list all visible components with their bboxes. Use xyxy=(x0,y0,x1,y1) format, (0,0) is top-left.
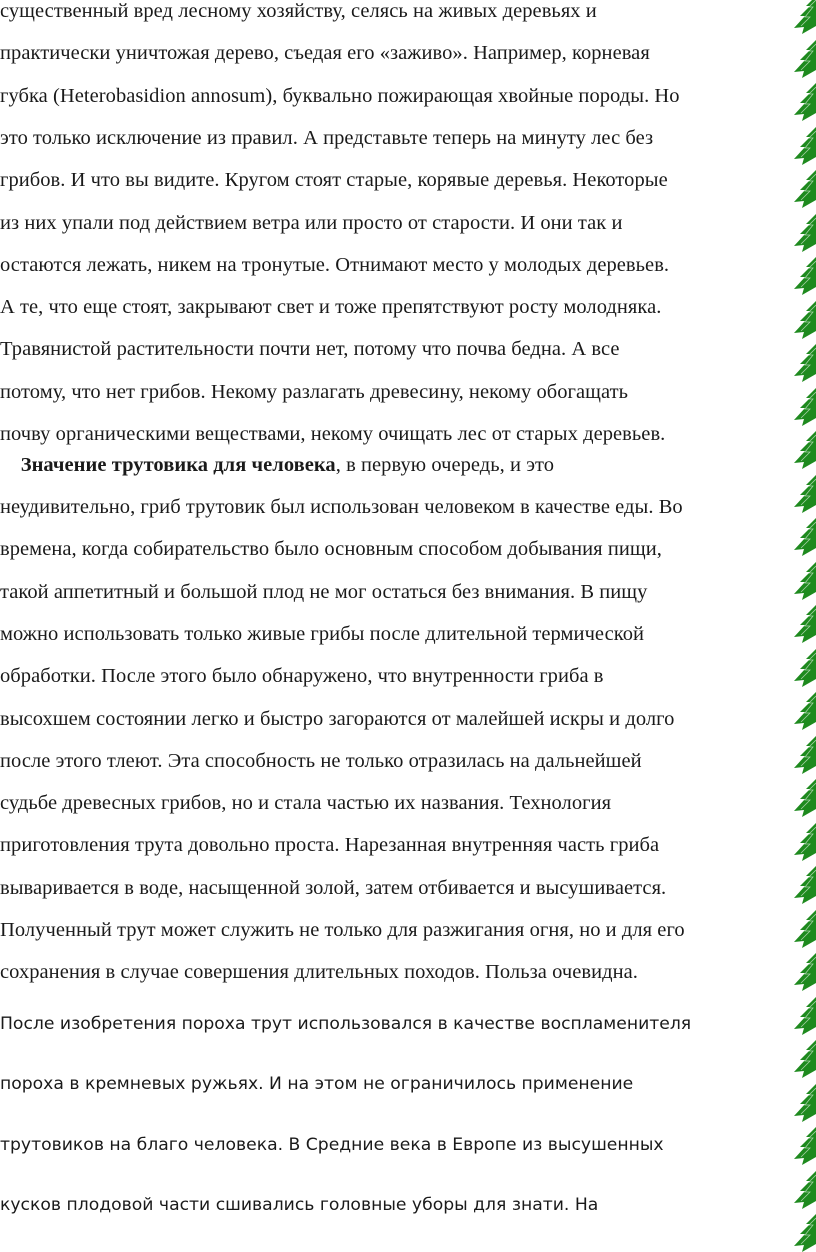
fir-tree-icon xyxy=(794,953,816,997)
paragraph-line: существенный вред лесному хозяйству, селясь на живых деревьях и xyxy=(0,0,597,22)
paragraph-line: губка (Heterobasidion annosum), буквально пожирающая хвойные породы. Но xyxy=(0,84,680,107)
fir-tree-icon xyxy=(794,692,816,736)
paragraph-line: После изобретения пороха трут использовался в качестве воспламенителя xyxy=(0,1014,692,1034)
paragraph-line: вываривается в воде, насыщенной золой, затем отбивается и высушивается. xyxy=(0,876,667,899)
fir-tree-icon xyxy=(794,1084,816,1128)
paragraph-line: обработки. После этого было обнаружено, что внутренности гриба в xyxy=(0,665,604,688)
paragraph-line: Полученный трут может служить не только для разжигания огня, но и для его xyxy=(0,919,685,941)
paragraph-line: почву органическими веществами, некому очищать лес от старых деревьев. xyxy=(0,423,666,445)
paragraph-line: после этого тлеют. Эта способность не только отразилась на дальнейшей xyxy=(0,749,642,772)
paragraph-line: сохранения в случае совершения длительных походов. Польза очевидна. xyxy=(0,961,638,984)
paragraph-line: времена, когда собирательство было основным способом добывания пищи, xyxy=(0,538,662,561)
paragraph-line: приготовления трута довольно проста. Нарезанная внутренняя часть гриба xyxy=(0,834,660,857)
fir-tree-icon xyxy=(794,388,816,432)
fir-tree-icon xyxy=(794,736,816,780)
fir-tree-icon xyxy=(794,518,816,562)
fir-tree-icon xyxy=(794,301,816,345)
fir-tree-icon xyxy=(794,910,816,954)
paragraph-line: остаются лежать, никем на тронутые. Отнимают место у молодых деревьев. xyxy=(0,253,670,276)
paragraph-line: такой аппетитный и большой плод не мог остаться без внимания. В пищу xyxy=(0,580,648,603)
fir-tree-icon xyxy=(794,823,816,867)
fir-tree-icon xyxy=(794,83,816,127)
fir-tree-icon xyxy=(794,214,816,258)
bold-lead-phrase: Значение трутовика для человека xyxy=(20,454,336,476)
fir-tree-border xyxy=(794,0,816,1252)
paragraph-line: А те, что еще стоят, закрывают свет и тоже препятствуют росту молодняка. xyxy=(0,296,662,319)
fir-tree-icon xyxy=(794,344,816,388)
fir-tree-icon xyxy=(794,1127,816,1171)
fir-tree-icon xyxy=(794,431,816,475)
paragraph-line: пороха в кремневых ружьях. И на этом не ограничилось применение xyxy=(0,1074,634,1095)
paragraph-line: из них упали под действием ветра или просто от старости. И они так и xyxy=(0,211,623,234)
paragraph-line: кусков плодовой части сшивались головные уборы для знати. На xyxy=(0,1194,599,1215)
fir-tree-icon xyxy=(794,562,816,606)
fir-tree-icon xyxy=(794,866,816,910)
fir-tree-icon xyxy=(794,1214,816,1252)
fir-tree-icon xyxy=(794,1040,816,1084)
lead-continuation: , в первую очередь, и это xyxy=(335,454,555,476)
fir-tree-icon xyxy=(794,127,816,171)
paragraph-line: грибов. И что вы видите. Кругом стоят старые, корявые деревья. Некоторые xyxy=(0,169,668,192)
fir-tree-icon xyxy=(794,475,816,519)
paragraph-line: практически уничтожая дерево, съедая его «заживо». Например, корневая xyxy=(0,42,650,65)
fir-tree-icon xyxy=(794,997,816,1041)
paragraph-line: это только исключение из правил. А представьте теперь на минуту лес без xyxy=(0,126,654,149)
paragraph-line: трутовиков на благо человека. В Средние века в Европе из высушенных xyxy=(0,1134,664,1155)
paragraph-line: неудивительно, гриб трутовик был использован человеком в качестве еды. Во xyxy=(0,496,683,518)
paragraph-line: можно использовать только живые грибы после длительной термической xyxy=(0,622,645,645)
fir-tree-icon xyxy=(794,170,816,214)
fir-tree-icon xyxy=(794,779,816,823)
paragraph-line: потому, что нет грибов. Некому разлагать древесину, некому обогащать xyxy=(0,380,629,403)
fir-tree-icon xyxy=(794,1171,816,1215)
paragraph-line: высохшем состоянии легко и быстро загораются от малейшей искры и долго xyxy=(0,707,675,730)
paragraph-line xyxy=(0,451,816,479)
paragraph-line: Травянистой растительности почти нет, потому что почва бедна. А все xyxy=(0,338,620,361)
fir-tree-icon xyxy=(794,649,816,693)
fir-tree-icon xyxy=(794,40,816,84)
fir-tree-icon xyxy=(794,0,816,40)
fir-tree-icon xyxy=(794,605,816,649)
fir-tree-icon xyxy=(794,257,816,301)
paragraph-line: судьбе древесных грибов, но и стала частью их названия. Технология xyxy=(0,792,612,815)
